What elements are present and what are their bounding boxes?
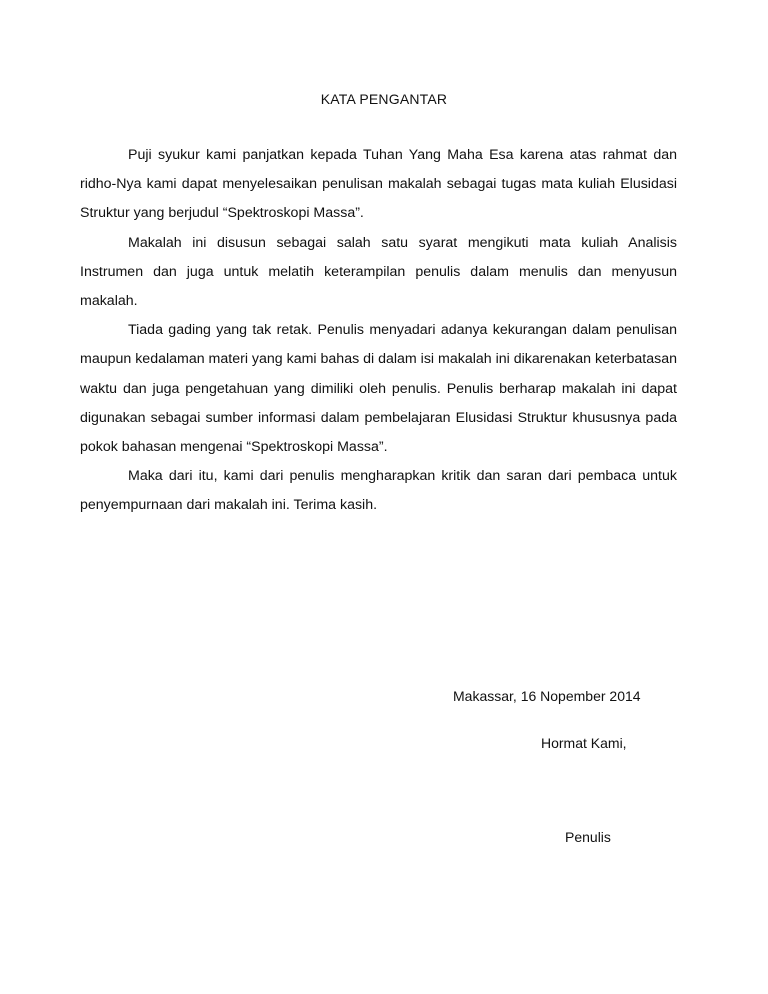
paragraph-purpose: Makalah ini disusun sebagai salah satu syarat mengikuti mata kuliah Analisis Instrumen dan juga untuk melatih keterampilan penulis dalam menulis dan menyusun makalah.: [80, 234, 677, 310]
document-title: KATA PENGANTAR: [320, 91, 448, 107]
paragraph-closing-request: Maka dari itu, kami dari penulis mengharapkan kritik dan saran dari pembaca untuk penyempurnaan dari makalah ini. Terima kasih.: [80, 468, 677, 514]
paragraph-gratitude: Puji syukur kami panjatkan kepada Tuhan Yang Maha Esa karena atas rahmat dan ridho-Nya kami dapat menyelesaikan penulisan makalah sebagai tugas mata kuliah Elusidasi Struktur yang berjudul “Spektroskopi Massa”.: [80, 147, 677, 222]
author-signature: Penulis: [565, 829, 611, 845]
paragraph-limitations: Tiada gading yang tak retak. Penulis menyadari adanya kekurangan dalam penulisan maupun kedalaman materi yang kami bahas di dalam isi makalah ini dikarenakan keterbatasan waktu dan juga pengetahuan yang dimiliki oleh penulis. Penulis berharap makalah ini dapat digunakan sebagai sumber informasi dalam pembelajaran Elusidasi Struktur khususnya pada pokok bahasan mengenai “Spektroskopi Massa”.: [80, 322, 677, 456]
place-date: Makassar, 16 Nopember 2014: [453, 688, 641, 704]
regards-line: Hormat Kami,: [541, 735, 627, 751]
document-body: [80, 141, 677, 521]
